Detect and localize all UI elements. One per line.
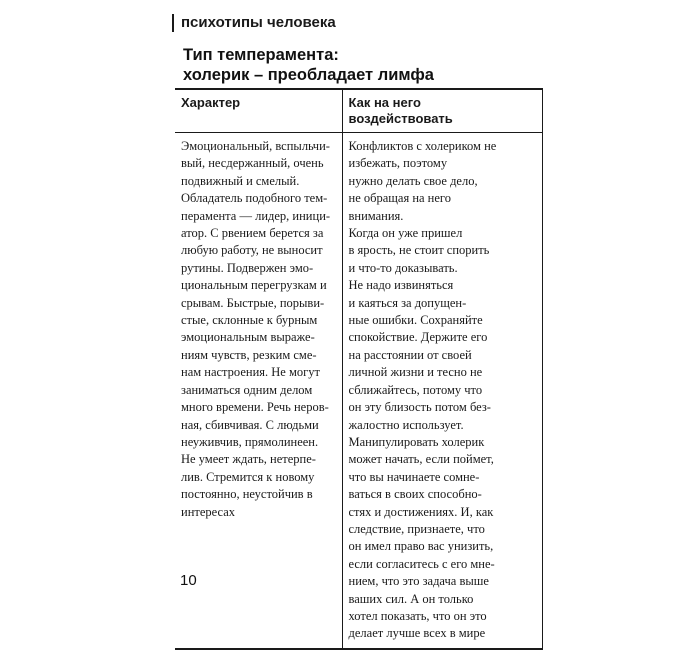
text-line: жалостно использует. [348,417,464,432]
title-line-1: Тип темперамента: [183,46,339,64]
character-cell [175,133,342,649]
text-line: циональным перегрузкам и [181,278,327,293]
text-line: спокойствие. Держите его [348,330,488,345]
text-line: много времени. Речь неров- [181,400,329,415]
text-line: ваться в своих способно- [348,487,482,502]
text-line: избежать, поэтому [348,156,448,171]
text-line: вый, несдержанный, очень [181,156,324,171]
title-line-2: холерик – преобладает лимфа [183,66,434,84]
text-line: в ярость, не стоит спорить [348,243,490,258]
text-line: Когда он уже пришел [348,226,463,241]
header-influence [342,89,542,133]
text-line: Эмоциональный, вспыльчи- [181,139,330,153]
text-line: делает лучше всех в мире [348,626,486,641]
text-line: нием, что это задача выше [348,574,489,589]
text-line: Не умеет ждать, нетерпе- [181,452,316,467]
section-title [183,45,434,85]
text-line: Манипулировать холерик [348,434,485,449]
text-line: неуживчив, прямолинеен. [181,434,319,449]
text-line: эмоциональным выраже- [181,330,315,345]
table-row [175,133,542,649]
text-line: и каяться за допущен- [348,295,467,310]
text-line: если согласитесь с его мне- [348,556,495,571]
text-line: подвижный и смелый. [181,173,300,188]
text-line: Не надо извиняться [348,278,454,293]
text-line: сближайтесь, потому что [348,382,483,397]
text-line: рутины. Подвержен эмо- [181,260,314,275]
text-line: нужно делать свое дело, [348,173,478,188]
text-line: личной жизни и тесно не [348,365,483,380]
running-head: психотипы человека [172,14,336,32]
text-line: стях и достижениях. И, как [348,504,494,519]
header-character [175,89,342,133]
table-header-row [175,89,542,133]
text-line: он эту близость потом без- [348,400,491,415]
text-line: не обращая на него [348,191,451,206]
text-line: следствие, признаете, что [348,521,485,536]
header-character-label: Характер [181,95,241,110]
text-line: срывам. Быстрые, порыви- [181,295,325,310]
text-line: нам настроения. Не могут [181,365,320,380]
text-line: стые, склонные к бурным [181,313,318,328]
text-line: перамента — лидер, иници- [181,208,331,223]
temperament-table [175,88,543,650]
text-line: интересах [181,504,235,519]
text-line: и что-то доказывать. [348,260,458,275]
influence-cell [342,133,542,649]
header-influence-label: Как на него воздействовать [348,95,453,126]
text-line: что вы начинаете сомне- [348,469,480,484]
text-line: ниям чувств, резким сме- [181,347,317,362]
text-line: Конфликтов с холериком не [348,139,497,153]
text-line: атор. С рвением берется за [181,226,324,241]
text-line: внимания. [348,208,404,223]
text-line: постоянно, неустойчив в [181,487,313,502]
text-line: ваших сил. А он только [348,591,474,606]
text-line: любую работу, не выносит [181,243,323,258]
text-line: заниматься одним делом [181,382,313,397]
text-line: ная, сбивчивая. С людьми [181,417,319,432]
text-line: лив. Стремится к новому [181,469,315,484]
text-line: хотел показать, что он это [348,608,487,623]
page-number: 10 [180,572,197,589]
text-line: может начать, если поймет, [348,452,494,467]
text-line: ные ошибки. Сохраняйте [348,313,483,328]
text-line: он имел право вас унизить, [348,539,494,554]
text-line: на расстоянии от своей [348,347,472,362]
text-line: Обладатель подобного тем- [181,191,328,206]
